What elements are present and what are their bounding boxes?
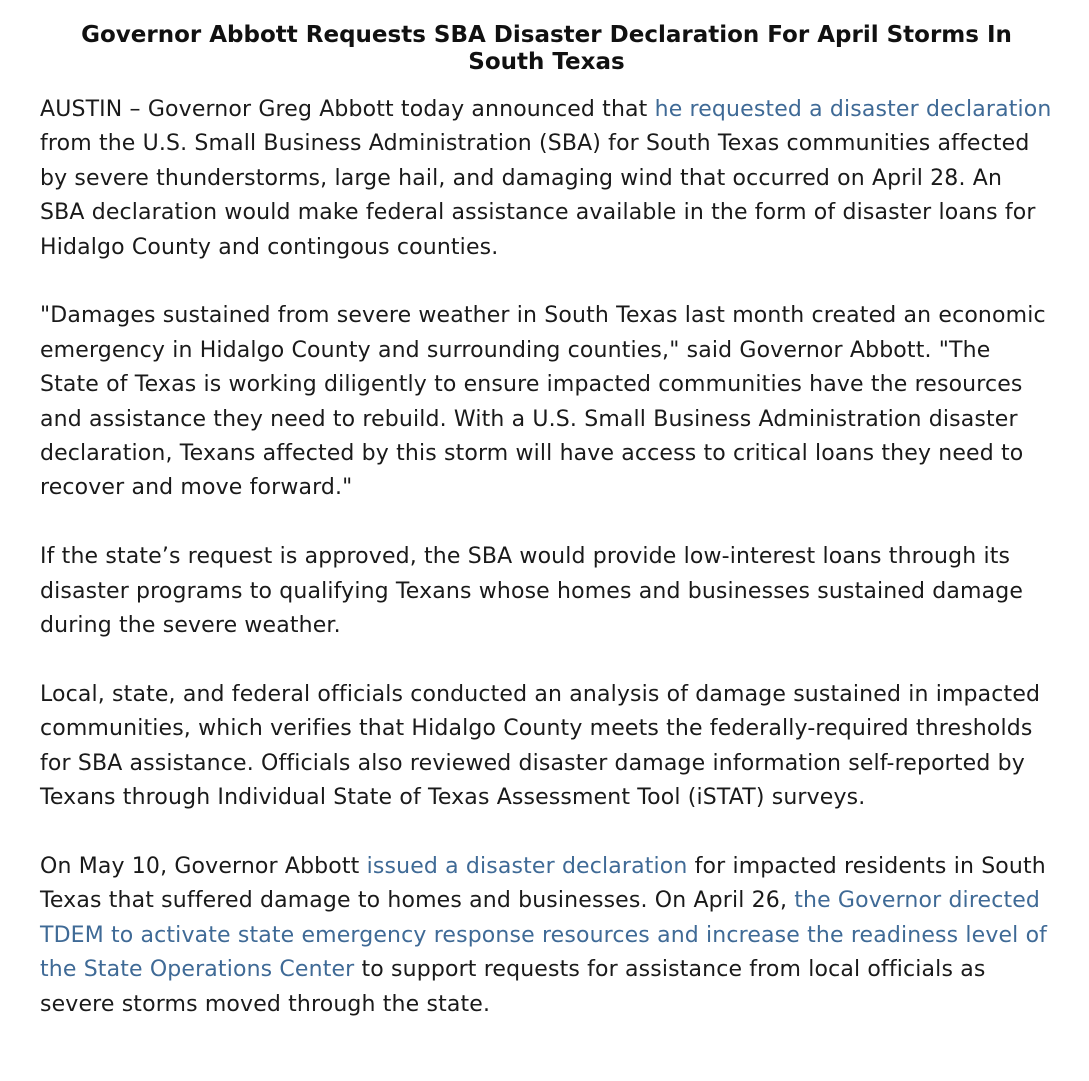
link-tdem-activation[interactable]: the Governor directed TDEM to activate state emergency response resources and increase the readiness level of the State Operations Center: [40, 888, 1048, 983]
paragraph-text: On May 10, Governor Abbott: [40, 853, 367, 879]
paragraph-announcement: [40, 93, 1053, 265]
paragraph-text: for impacted residents in South Texas that suffered damage to homes and businesses. On April 26,: [40, 853, 1046, 914]
paragraph-quote: "Damages sustained from severe weather in South Texas last month created an economic emergency in Hidalgo County and surrounding counties," said Governor Abbott. "The State of Texas is working diligently to ensure impacted communities have the resources and assistance they need to rebuild. With a U.S. Small Business Administration disaster declaration, Texans affected by this storm will have access to critical loans they need to recover and move forward.": [40, 303, 1046, 501]
paragraph-text: AUSTIN – Governor Greg Abbott today announced that: [40, 97, 655, 122]
paragraph-background: [40, 850, 1053, 1022]
paragraph-approval: If the state’s request is approved, the SBA would provide low-interest loans through its disaster programs to qualifying Texans whose homes and businesses sustained damage during the severe weather.: [40, 544, 1024, 639]
link-issued-disaster-declaration[interactable]: issued a disaster declaration: [366, 853, 688, 879]
paragraph-text: to support requests for assistance from local officials as severe storms moved through the state.: [40, 957, 986, 1017]
paragraph-analysis: Local, state, and federal officials conducted an analysis of damage sustained in impacted communities, which verifies that Hidalgo County meets the federally-required thresholds for SBA assistance. Officials also reviewed disaster damage information self-reported by Texans through Individual State of Texas Assessment Tool (iSTAT) surveys.: [40, 681, 1041, 811]
page-title: Governor Abbott Requests SBA Disaster Declaration For April Storms In South Texas: [81, 22, 1012, 75]
paragraph-text: from the U.S. Small Business Administration (SBA) for South Texas communities affected by severe thunderstorms, large hail, and damaging wind that occurred on April 28. An SBA declaration would make federal assistance available in the form of disaster loans for Hidalgo County and contingous counties.: [40, 131, 1036, 260]
link-disaster-declaration-request[interactable]: he requested a disaster declaration: [654, 97, 1052, 122]
